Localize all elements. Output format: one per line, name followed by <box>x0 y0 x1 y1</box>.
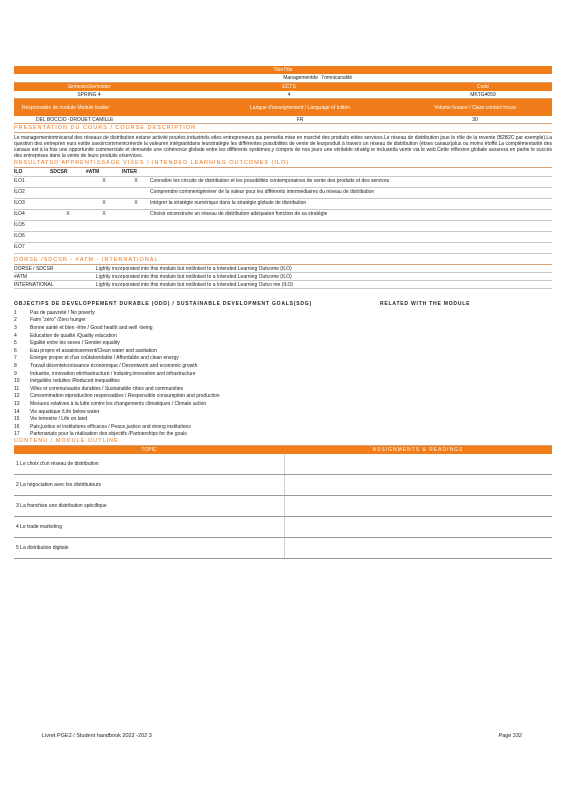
sdg-item <box>14 408 344 416</box>
content-heading: CONTENU / MODULE OUTLINE <box>14 438 552 446</box>
ilo-table <box>14 168 552 254</box>
sdg-related-label: RELATED WITH THE MODULE <box>380 301 471 307</box>
topic-list <box>14 454 552 559</box>
sdg-item-text: Education de qualité /Quality education <box>30 332 117 339</box>
ilo-cell-inter: X <box>122 177 150 188</box>
ilo-cell-sdcsr <box>50 232 86 243</box>
sdg-item <box>14 423 344 431</box>
sdg-item-number: 17 <box>14 431 20 438</box>
ilo-cell-atm: X <box>86 199 122 210</box>
topic-row <box>14 517 552 538</box>
sdg-item-number: 5 <box>14 340 17 347</box>
ilo-cell-id: ILO1 <box>14 177 50 188</box>
topic-text: 1 Le choix d'un réseau de distribution <box>16 461 99 468</box>
dorse-heading: DORSE /SDCSR - #ATM - INTERNATIONAL <box>14 257 552 265</box>
topic-row <box>14 454 552 475</box>
sdg-item-number: 8 <box>14 362 17 369</box>
sdg-item-number: 3 <box>14 324 17 331</box>
code-value: MKTG4059 <box>470 91 496 98</box>
title-bar <box>14 66 552 74</box>
ilo-cell-text <box>150 221 552 232</box>
sdg-item-text: Travail décentetcroissance économique / Decentwork and economic growth <box>30 362 198 369</box>
ilo-cell-sdcsr <box>50 221 86 232</box>
meta-value-row <box>14 91 552 99</box>
topic-row <box>14 496 552 517</box>
ilo-column-header: SDCSR <box>50 168 86 177</box>
sdg-item <box>14 309 344 317</box>
ilo-cell-inter <box>122 243 150 254</box>
ects-value: 4 <box>287 91 291 98</box>
topic-assignment-cell <box>284 475 552 495</box>
sdg-item <box>14 324 344 332</box>
ilo-cell-atm <box>86 221 122 232</box>
semester-label: SemestreSemester <box>67 84 111 90</box>
topic-assignment-cell <box>284 496 552 516</box>
meta-label-row <box>14 83 552 91</box>
sdg-item <box>14 339 344 347</box>
meta-label-row-2 <box>14 99 552 116</box>
ilo-cell-text: Intégrer la stratégie numérique dans la stratégie globale de distribution <box>150 199 552 210</box>
ilo-heading: RESULTATSD'APPRENTISSAGE VISES / INTENDED LEARNING OUTCOMES (ILO) <box>14 160 552 168</box>
sdg-item-number: 6 <box>14 347 17 354</box>
topic-text: 2 La négociation avec les distributeurs <box>16 482 102 489</box>
ilo-cell-sdcsr <box>50 177 86 188</box>
ilo-cell-sdcsr <box>50 199 86 210</box>
ilo-cell-text: Connaître les circuits de distribution et les possibilités contemporaines de vente des produits et des services <box>150 177 552 188</box>
title-left: Managementde <box>283 75 318 81</box>
ilo-cell-text <box>150 232 552 243</box>
ilo-cell-id: ILO6 <box>14 232 50 243</box>
ilo-cell-inter <box>122 221 150 232</box>
language-label: Langue d'enseignement / Language of tuition <box>250 104 350 111</box>
sdg-item <box>14 393 344 401</box>
title-label: TitreTitle <box>273 67 293 73</box>
ilo-cell-text: Choisir etconstruire un réseau de distribution adéquaten fonction de sa stratégie <box>150 210 552 221</box>
sdg-item-text: Vie aquatique /Life below water <box>30 408 100 415</box>
sdg-item <box>14 355 344 363</box>
title-row <box>14 74 552 83</box>
topic-text: 3 La franchise une distribution spécifique <box>16 503 107 510</box>
ects-label: ECTS <box>282 84 296 90</box>
ilo-cell-id: ILO3 <box>14 199 50 210</box>
sdg-item <box>14 377 344 385</box>
topic-label: TOPIC <box>141 447 157 454</box>
language-value: FR <box>296 116 304 123</box>
dorse-row <box>14 273 552 281</box>
semester-value: SPRING 4 <box>77 91 101 98</box>
sdg-item-number: 2 <box>14 317 17 324</box>
sdg-item-text: Mesures relatives à la lutte contre les changements climatiques / Climate action <box>30 400 207 407</box>
code-label: Code <box>477 84 489 90</box>
module-sheet <box>14 66 552 559</box>
sdg-item-number: 1 <box>14 309 17 316</box>
sdg-item-text: Consommation etproduction responsables / Responsible consumption and production <box>30 393 220 400</box>
topic-assignment-cell <box>284 454 552 474</box>
ilo-cell-atm: X <box>86 177 122 188</box>
topic-row <box>14 475 552 496</box>
sdg-item-text: Eau propre et assainissement/Clean water and sanitation <box>30 347 157 354</box>
ilo-cell-sdcsr <box>50 243 86 254</box>
sdg-item-text: Energie propre et d'un coûtabordable / Affordable and clean energy <box>30 355 179 362</box>
sdg-item <box>14 332 344 340</box>
sdg-item-text: Inégalités reduites /Reduced inequalities <box>30 378 120 385</box>
hours-label: Volume horaire / Class contact hours <box>434 104 516 111</box>
ilo-cell-id: ILO4 <box>14 210 50 221</box>
ilo-cell-sdcsr <box>50 188 86 199</box>
ilo-cell-inter <box>122 210 150 221</box>
ilo-cell-atm <box>86 243 122 254</box>
sdg-item-number: 7 <box>14 355 17 362</box>
sdg-item-text: Pas de pauvreté / No poverty <box>30 309 95 316</box>
sdg-item-number: 4 <box>14 332 17 339</box>
dorse-row <box>14 281 552 289</box>
ilo-cell-text <box>150 243 552 254</box>
sdg-item <box>14 431 344 439</box>
sdg-item-text: Paix,justice et institutions efficaces / Peace,justice and strong institutions <box>30 423 191 430</box>
dorse-row-text: Lightly incorporated into this module but notlinked to a Intended Learning Outcome (ILO) <box>96 273 292 280</box>
ilo-cell-inter: X <box>122 199 150 210</box>
dorse-row-text: Lightly incorporated into this module but notlinked to a Intended Learning Outco me (ILO) <box>96 281 294 288</box>
sdg-item-number: 14 <box>14 408 20 415</box>
sdg-item-text: Egalité entre les sexes / Gender equality <box>30 340 120 347</box>
responsible-label: Responsable de module Module leader <box>22 104 110 111</box>
dorse-row-label: DORSE / SDCSR <box>14 265 54 272</box>
sdg-item-text: Faim "zéro" /Zero hunger <box>30 317 86 324</box>
ilo-cell-id: ILO2 <box>14 188 50 199</box>
sdg-heading: OBJECTIFS DE DEVELOPPEMENT DURABLE (ODD) / SUSTAINABLE DEVELOPMENT GOALS(SDG) <box>14 301 312 307</box>
dorse-row-text: Lightly incorporated into this module but notlinked to a Intended Learning Outcome (ILO) <box>96 265 292 272</box>
ilo-cell-atm: X <box>86 210 122 221</box>
topic-assignment-cell <box>284 538 552 558</box>
footer-page-number: Page 332 <box>498 733 522 739</box>
sdg-item-text: Industrie, innovation etinfrastructure / Industry,innovation and infrastructure <box>30 370 196 377</box>
assignments-label: ASSIGNMENTS & READINGS <box>372 447 464 454</box>
dorse-row-label: INTERNATIONAL <box>14 281 54 288</box>
topic-text: 5 La distribution digitale <box>16 545 69 552</box>
ilo-column-header <box>150 168 552 177</box>
ilo-cell-id: ILO5 <box>14 221 50 232</box>
sdg-item <box>14 347 344 355</box>
ilo-cell-atm <box>86 188 122 199</box>
ilo-cell-id: ILO7 <box>14 243 50 254</box>
sdg-item <box>14 385 344 393</box>
sdg-item <box>14 400 344 408</box>
footer <box>42 733 522 739</box>
content-label-row <box>14 446 552 454</box>
topic-row <box>14 538 552 559</box>
ilo-column-header: INTER <box>122 168 150 177</box>
sdg-item-number: 12 <box>14 393 20 400</box>
topic-assignment-cell <box>284 517 552 537</box>
ilo-cell-atm <box>86 232 122 243</box>
topic-text: 4 Le trade marketing <box>16 524 62 531</box>
ilo-cell-inter <box>122 232 150 243</box>
meta-value-row-2 <box>14 116 552 124</box>
sdg-item <box>14 362 344 370</box>
ilo-column-header: ILO <box>14 168 50 177</box>
ilo-cell-inter <box>122 188 150 199</box>
ilo-cell-sdcsr: X <box>50 210 86 221</box>
responsible-value: DEL BOCCIO -DROUET CAMILLE <box>36 116 114 123</box>
sdg-item-number: 15 <box>14 416 20 423</box>
sdg-header <box>14 301 552 307</box>
presentation-heading: PRESENTATION DU COURS / COURSE DESCRIPTION <box>14 125 552 133</box>
sdg-item <box>14 317 344 325</box>
ilo-column-header: #ATM <box>86 168 122 177</box>
sdg-item-number: 10 <box>14 378 20 385</box>
title-right: l'omnicanalité <box>322 75 353 81</box>
ilo-cell-text: Comprendre commentgénérer de la valeur pour les différents intermédiaires du réseau de distribution <box>150 188 552 199</box>
dorse-table <box>14 265 552 289</box>
sdg-item <box>14 370 344 378</box>
sdg-item-number: 9 <box>14 370 17 377</box>
sdg-item-text: Bonne santé et bien -être / Good health and well -being <box>30 324 153 331</box>
dorse-row-label: #ATM <box>14 273 27 280</box>
sdg-item-number: 11 <box>14 385 20 392</box>
sdg-list <box>14 309 552 438</box>
hours-value: 30 <box>472 116 478 123</box>
sdg-item-text: Partenariats pour la réalisation des objectifs /Partnerships for the goals <box>30 431 187 438</box>
dorse-row <box>14 265 552 273</box>
sdg-item-number: 16 <box>14 423 20 430</box>
sdg-item <box>14 415 344 423</box>
sdg-item-number: 13 <box>14 400 20 407</box>
sdg-item-text: Vie terrestre / Life on land <box>30 416 88 423</box>
sdg-item-text: Villes et communautés durables / Sustainable cities and communities <box>30 385 184 392</box>
presentation-text: Le managementomnicanal des réseaux de distribution estune activité pourles industriels etles entrepreneurs qui permetla mise en marché des produits etdes services.Le réseau de distribution joue le rôle de la revente (B2B2C par exemple).La question des entrepren eurs estde savoircommentcréerde la valeuren intégrantdans leurstratégie les différentes possibilités de vente de leurproduit à travers un réseau de distribution (étses canaux)plus ou moins étoffé.La complémentarité des canaux est à la fois une opportunité commerciale et demande une cohérence globale entre les différents systèmes,y compris de nos jours une véritable stratég ie incluantla vente via le web.Cette réflexion globale assurera en partie le succès des entreprises dans la vente de leurs produits etservices. <box>14 135 552 159</box>
footer-handbook: Livret PGE2 / Student handbook 2022 -202 3 <box>42 733 152 739</box>
